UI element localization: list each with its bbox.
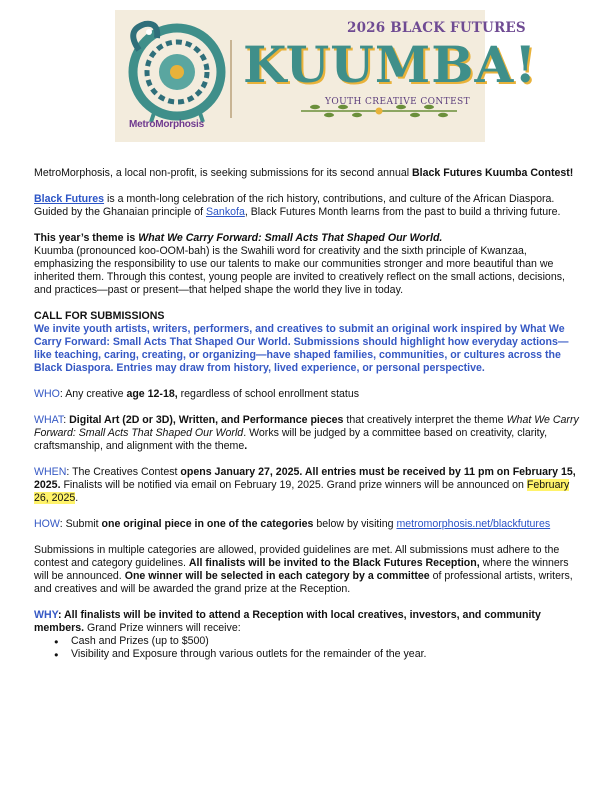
why-label: WHY xyxy=(34,609,58,621)
list-item: ● Cash and Prizes (up to $500) xyxy=(54,635,582,648)
sankofa-link[interactable]: Sankofa xyxy=(205,206,245,218)
banner-year-title: 2026 BLACK FUTURES xyxy=(347,20,526,36)
about-paragraph: Black Futures is a month-long celebration of the rich history, contributions, and culture of the African Diaspora. Guided by the Ghanaian principle of Sankofa, Black Futures Month learns from the past to build a thriving future. xyxy=(34,193,561,218)
when-label: WHEN xyxy=(34,466,67,478)
when-paragraph: WHEN: The Creatives Contest opens January 27, 2025. All entries must be received by 11 pm on February 15, 2025. Finalists will be notified via email on February 19, 2025. Grand prize winners will be announced on February 26, 2025. xyxy=(34,466,576,504)
theme-paragraph: Kuumba (pronounced koo-OOM-bah) is the Swahili word for creativity and the sixth principle of Kwanzaa, emphasizing the responsibility to use our talents to make our communities stronger and more beautiful than we inherited them. Through this contest, young people are invited to creatively reflect on the small actions, decisions, and practices—past or present—that helped shape the world they live in today. xyxy=(34,245,565,296)
list-item: ● Visibility and Exposure through various outlets for the remainder of the year. xyxy=(54,648,582,661)
what-label: WHAT xyxy=(34,414,64,426)
who-label: WHO xyxy=(34,388,60,400)
brand-logo-text: MetroMorphosis xyxy=(129,119,204,130)
rules-paragraph: Submissions in multiple categories are allowed, provided guidelines are met. All submissions must adhere to the contest and category guidelines. All finalists will be invited to the Black Futures Reception, where the winners will be announced. One winner will be selected in each category by a committee of professional artists, writers, and creatives and will be awarded the grand prize at the Reception. xyxy=(34,544,573,595)
call-heading: CALL FOR SUBMISSIONS xyxy=(34,310,165,322)
prize-list xyxy=(34,635,582,661)
why-paragraph: WHY: All finalists will be invited to attend a Reception with local creatives, investors, and community members. Grand Prize winners will receive: xyxy=(34,609,541,634)
who-paragraph: WHO: Any creative age 12-18, regardless of school enrollment status xyxy=(34,388,360,400)
call-paragraph: We invite youth artists, writers, performers, and creatives to submit an original work inspired by What We Carry Forward: Small Acts That Shaped Our World. Submissions should highlight how everyday actions—like teaching, caring, creating, or organizing—have shaped families, communities, or cultures across the Black Diaspora. Entries may draw from history, lived experience, or personal perspective. xyxy=(34,323,569,374)
what-paragraph: WHAT: Digital Art (2D or 3D), Written, and Performance pieces that creatively interpret the theme What We Carry Forward: Small Acts That Shaped Our World. Works will be judged by a committee based on creativity, clarity, craftsmanship, and alignment with the theme. xyxy=(34,414,579,452)
intro-paragraph: MetroMorphosis, a local non-profit, is seeking submissions for its second annual Black Futures Kuumba Contest! xyxy=(34,167,574,179)
theme-heading: This year’s theme is What We Carry Forward: Small Acts That Shaped Our World. xyxy=(34,232,443,244)
banner-main-title: KUUMBA! xyxy=(243,35,538,94)
banner-subtitle: YOUTH CREATIVE CONTEST xyxy=(325,97,471,107)
black-futures-link[interactable]: Black Futures xyxy=(34,193,105,205)
announcement-date-highlight: February 26, 2025 xyxy=(34,479,570,504)
theme-title: What We Carry Forward: Small Acts That Shaped Our World. xyxy=(138,232,443,244)
submission-link[interactable]: metromorphosis.net/blackfutures xyxy=(396,518,551,530)
contest-banner xyxy=(115,10,538,142)
document-body xyxy=(34,167,582,661)
contest-name: Black Futures Kuumba Contest! xyxy=(412,167,574,179)
how-label: HOW xyxy=(34,518,60,530)
how-paragraph: HOW: Submit one original piece in one of the categories below by visiting metromorphosis.net/blackfutures xyxy=(34,518,551,530)
